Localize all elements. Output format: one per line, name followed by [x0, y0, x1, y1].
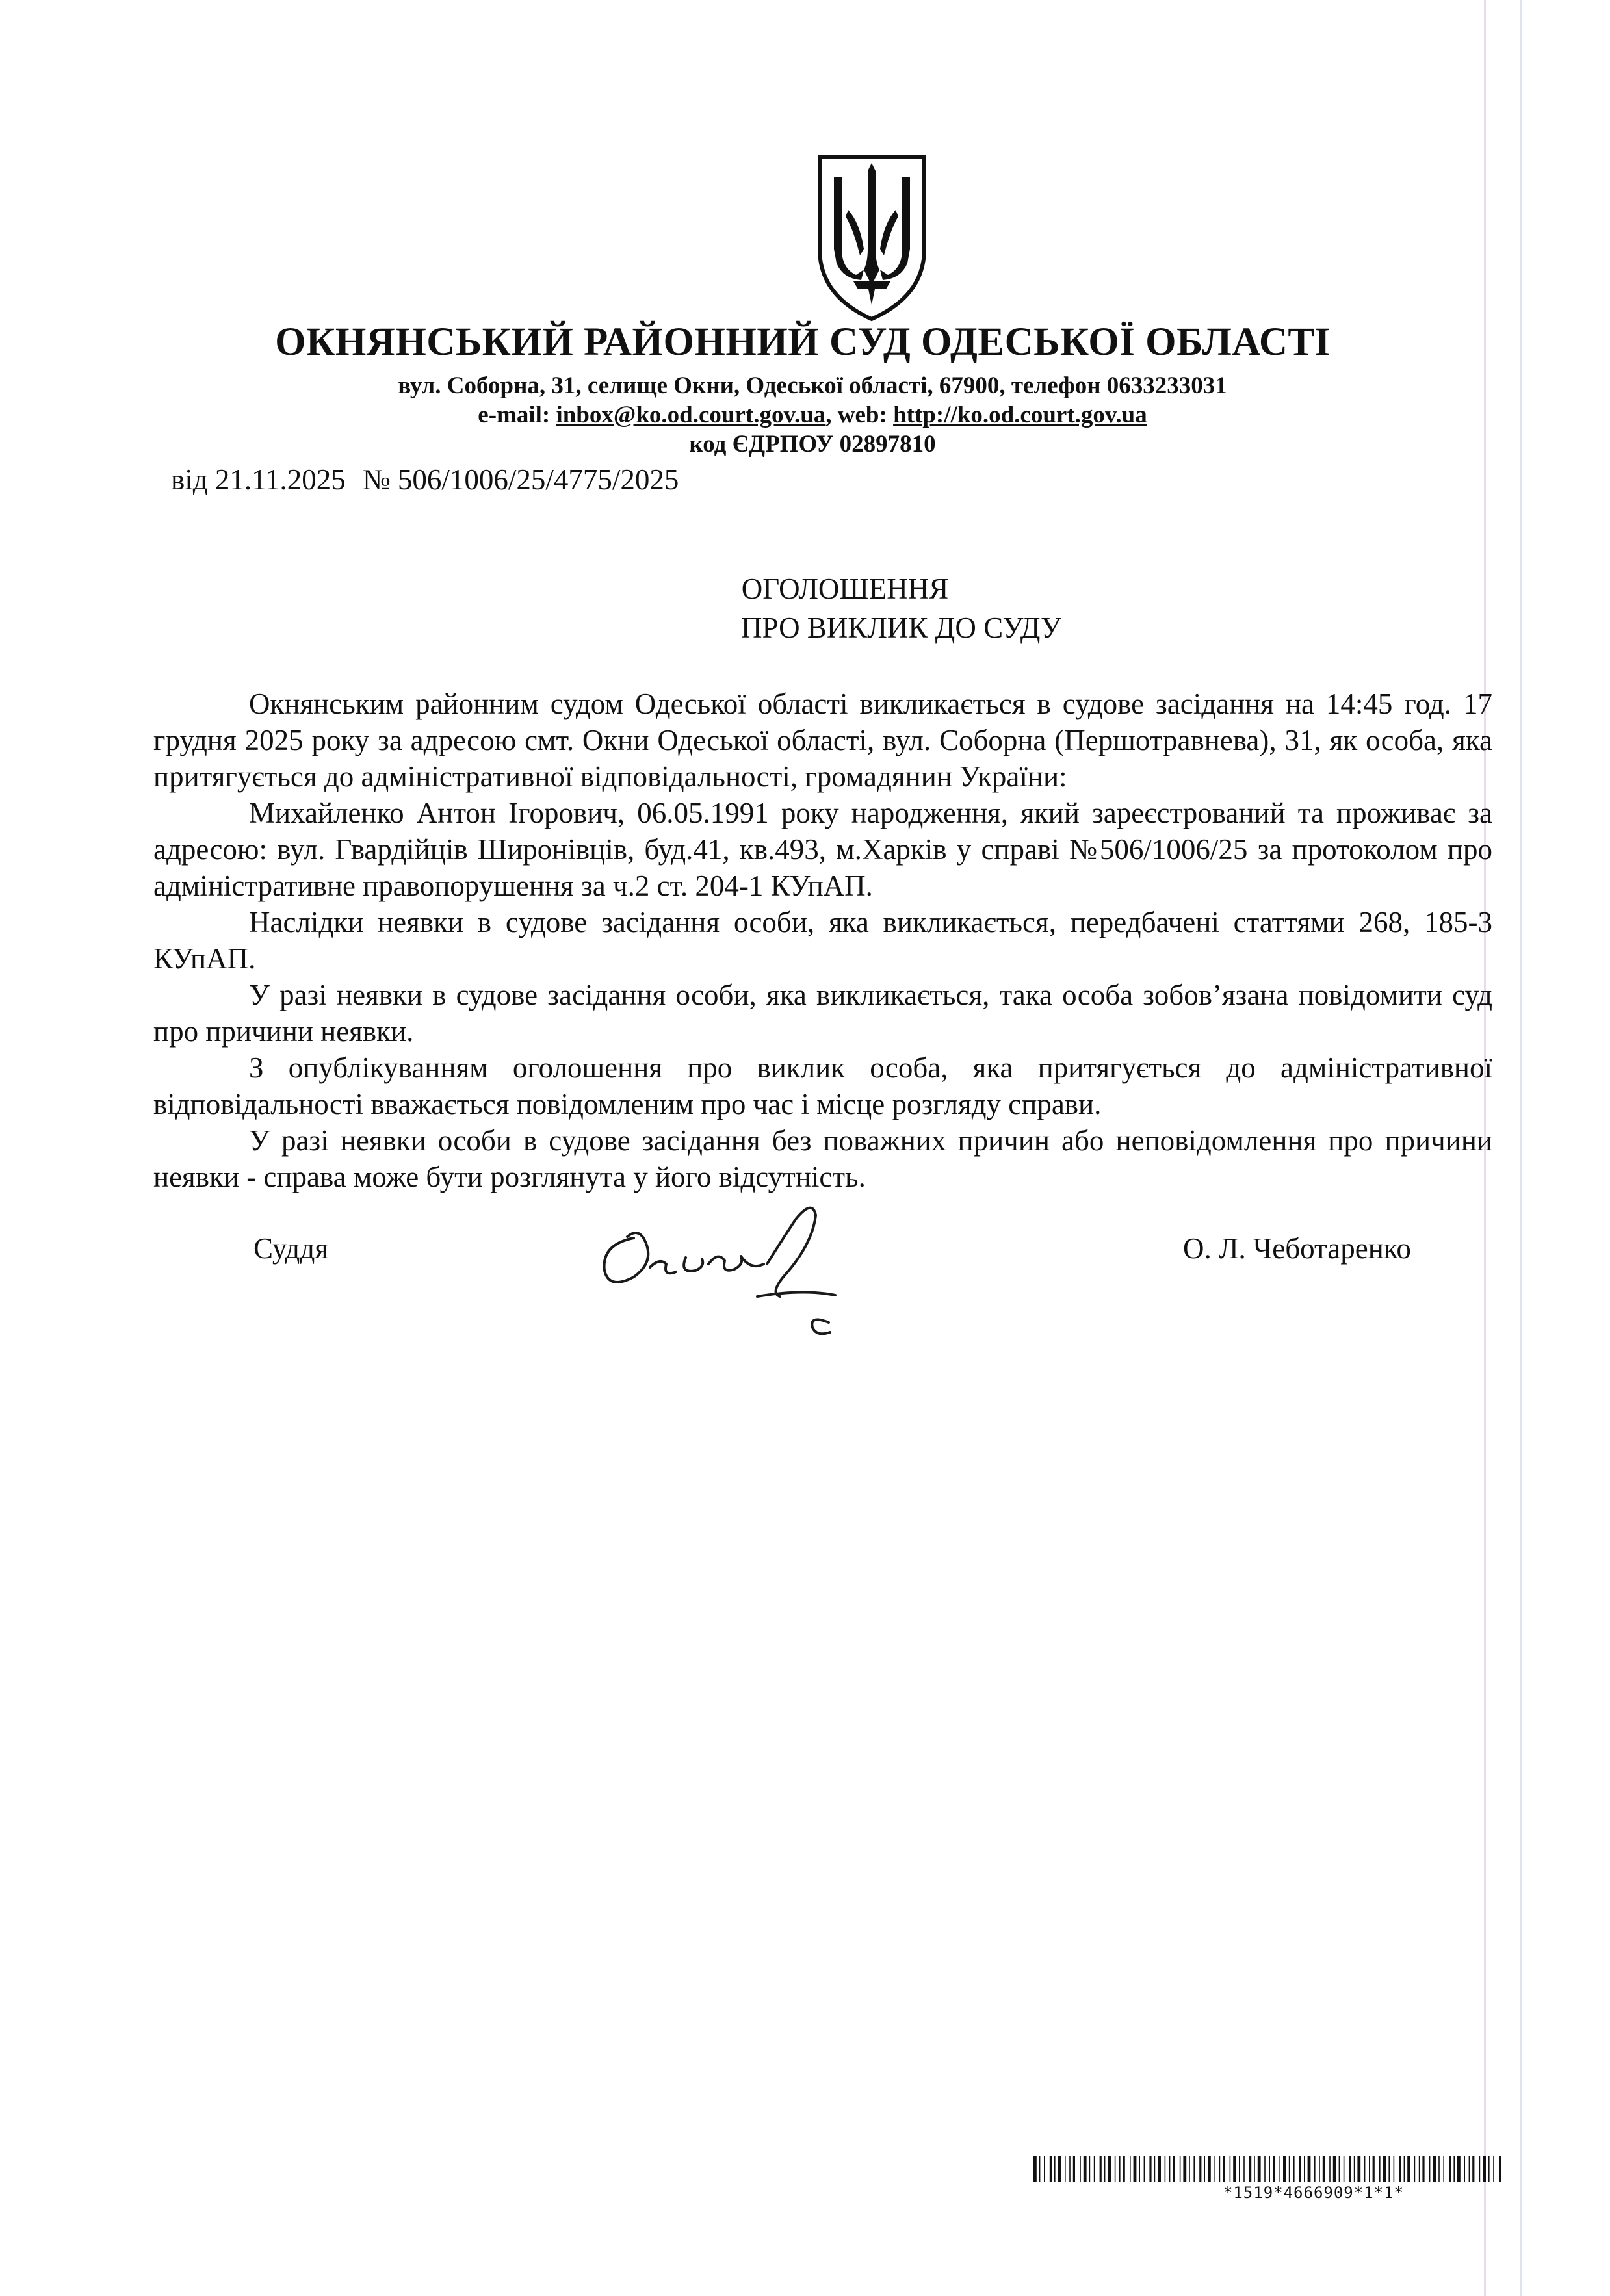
- barcode-bar: [1407, 2156, 1410, 2182]
- barcode-bar: [1094, 2156, 1095, 2182]
- barcode-bar: [1199, 2156, 1201, 2182]
- barcode-bar: [1349, 2156, 1351, 2182]
- email-label: e-mail:: [478, 402, 556, 428]
- barcode-bar: [1208, 2156, 1211, 2182]
- barcode-bar: [1165, 2156, 1166, 2182]
- barcode-bar: [1254, 2156, 1255, 2182]
- barcode-bar: [1100, 2156, 1102, 2182]
- barcode-bar: [1058, 2156, 1061, 2182]
- announcement-body: [153, 686, 1492, 1195]
- barcode-bar: [1273, 2156, 1275, 2182]
- barcode-bar: [1289, 2156, 1290, 2182]
- barcode-bar: [1044, 2156, 1045, 2182]
- ukraine-trident-emblem-icon: [814, 151, 929, 324]
- barcode-bar: [1033, 2156, 1037, 2182]
- barcode-bar: [1369, 2156, 1370, 2182]
- body-paragraph: У разі неявки в судове засідання особи, яка викликається, така особа зобов’язана повідомити суд про причини неявки.: [153, 979, 1492, 1048]
- barcode-bars: [1033, 2156, 1501, 2182]
- barcode-bar: [1404, 2156, 1405, 2182]
- barcode-bar: [1379, 2156, 1381, 2182]
- court-address: вул. Соборна, 31, селище Окни, Одеської області, 67900, телефон 0633233031: [398, 372, 1227, 399]
- barcode-bar: [1304, 2156, 1305, 2182]
- barcode-bar: [1299, 2156, 1301, 2182]
- barcode-bar: [1453, 2156, 1455, 2182]
- barcode-bar: [1180, 2156, 1181, 2182]
- body-paragraph: Окнянським районним судом Одеської області викликається в судове засідання на 14:45 год. 17 грудня 2025 року за адресою смт. Окни Одеської області, вул. Соборна (Першотравнева), 31, як особа, яка притягується до адміністративної відповідальності, громадянин України:: [153, 688, 1492, 793]
- barcode-bar: [1469, 2156, 1470, 2182]
- barcode-bar: [1499, 2156, 1501, 2182]
- reference-date: від 21.11.2025: [171, 463, 346, 496]
- barcode-bar: [1144, 2156, 1145, 2182]
- barcode-bar: [1189, 2156, 1190, 2182]
- barcode-bar: [1293, 2156, 1295, 2182]
- barcode-bar: [1269, 2156, 1270, 2182]
- barcode-bar: [1414, 2156, 1416, 2182]
- barcode-bar: [1104, 2156, 1106, 2182]
- body-paragraph: Михайленко Антон Ігорович, 06.05.1991 року народження, який зареєстрований та проживає за адресою: вул. Гвардійців Широнівців, буд.41, кв.493, м.Харків у справі №506/1006/25 за протоколом про адміністративне правопорушення за ч.2 ст. 204-1 КУпАП.: [153, 797, 1492, 902]
- barcode-bar: [1193, 2156, 1195, 2182]
- barcode-bar: [1069, 2156, 1071, 2182]
- document-title-line-2: ПРО ВИКЛИК ДО СУДУ: [741, 612, 1061, 644]
- barcode-bar: [1493, 2156, 1494, 2182]
- barcode-bar: [1108, 2156, 1111, 2182]
- barcode-bar: [1115, 2156, 1116, 2182]
- document-title-line-1: ОГОЛОШЕННЯ: [741, 573, 949, 605]
- barcode-bar: [1233, 2156, 1236, 2182]
- barcode-bar: [1333, 2156, 1336, 2182]
- barcode-bar: [1249, 2156, 1251, 2182]
- barcode-bar: [1158, 2156, 1161, 2182]
- barcode-bar: [1373, 2156, 1375, 2182]
- barcode-bar: [1204, 2156, 1205, 2182]
- barcode-bar: [1089, 2156, 1091, 2182]
- barcode-bar: [1279, 2156, 1280, 2182]
- barcode-bar: [1119, 2156, 1121, 2182]
- barcode-bar: [1283, 2156, 1286, 2182]
- barcode-bar: [1173, 2156, 1175, 2182]
- barcode-bar: [1243, 2156, 1245, 2182]
- barcode-bar: [1388, 2156, 1390, 2182]
- barcode-bar: [1154, 2156, 1156, 2182]
- web-link[interactable]: http://ko.od.court.gov.ua: [893, 402, 1147, 428]
- signer-name: О. Л. Чеботаренко: [1183, 1232, 1411, 1265]
- handwritten-signature-icon: [588, 1199, 913, 1348]
- barcode-bar: [1394, 2156, 1395, 2182]
- barcode-bar: [1483, 2156, 1486, 2182]
- barcode-bar: [1457, 2156, 1461, 2182]
- email-link[interactable]: inbox@ko.od.court.gov.ua: [556, 402, 826, 428]
- reference-number: № 506/1006/25/4775/2025: [362, 463, 679, 496]
- barcode-bar: [1357, 2156, 1360, 2182]
- barcode-bar: [1479, 2156, 1481, 2182]
- scan-edge-line: [1520, 0, 1522, 2296]
- barcode-bar: [1149, 2156, 1151, 2182]
- barcode-bar: [1239, 2156, 1240, 2182]
- barcode-number: *1519*4666909*1*1*: [1223, 2184, 1404, 2202]
- barcode-bar: [1219, 2156, 1221, 2182]
- barcode-bar: [1054, 2156, 1056, 2182]
- court-contacts: [162, 401, 1462, 429]
- web-label: , web:: [825, 402, 894, 428]
- barcode-bar: [1123, 2156, 1125, 2182]
- court-name-heading: ОКНЯНСЬКИЙ РАЙОННИЙ СУД ОДЕСЬКОЇ ОБЛАСТІ: [275, 320, 1331, 364]
- body-paragraph: Наслідки неявки в судове засідання особи, яка викликається, передбачені статтями 268, 185-3 КУпАП.: [153, 906, 1492, 975]
- body-paragraph: У разі неявки особи в судове засідання без поважних причин або неповідомлення про причини неявки - справа може бути розглянута у його відсутність.: [153, 1124, 1492, 1193]
- barcode-bar: [1214, 2156, 1215, 2182]
- barcode-bar: [1258, 2156, 1261, 2182]
- barcode-bar: [1354, 2156, 1355, 2182]
- barcode-bar: [1065, 2156, 1066, 2182]
- barcode-bar: [1223, 2156, 1225, 2182]
- barcode-bar: [1139, 2156, 1140, 2182]
- barcode-bar: [1230, 2156, 1231, 2182]
- barcode-bar: [1050, 2156, 1052, 2182]
- barcode-bar: [1329, 2156, 1331, 2182]
- barcode-bar: [1383, 2156, 1386, 2182]
- barcode-bar: [1443, 2156, 1444, 2182]
- barcode-bar: [1344, 2156, 1345, 2182]
- barcode-bar: [1422, 2156, 1424, 2182]
- barcode-bar: [1429, 2156, 1431, 2182]
- barcode-bar: [1308, 2156, 1311, 2182]
- document-reference: [171, 463, 695, 497]
- barcode: [1033, 2156, 1501, 2202]
- signer-role: Суддя: [253, 1232, 329, 1265]
- barcode-bar: [1169, 2156, 1171, 2182]
- barcode-bar: [1419, 2156, 1420, 2182]
- barcode-bar: [1319, 2156, 1320, 2182]
- barcode-bar: [1080, 2156, 1081, 2182]
- barcode-bar: [1130, 2156, 1131, 2182]
- barcode-bar: [1264, 2156, 1266, 2182]
- barcode-bar: [1039, 2156, 1041, 2182]
- barcode-bar: [1084, 2156, 1087, 2182]
- barcode-bar: [1399, 2156, 1401, 2182]
- barcode-bar: [1433, 2156, 1436, 2182]
- body-paragraph: З опублікуванням оголошення про виклик особа, яка притягується до адміністративної відповідальності вважається повідомленим про час і місце розгляду справи.: [153, 1051, 1492, 1120]
- barcode-bar: [1339, 2156, 1340, 2182]
- barcode-bar: [1314, 2156, 1316, 2182]
- edrpou-code: код ЄДРПОУ 02897810: [689, 431, 936, 458]
- barcode-bar: [1472, 2156, 1474, 2182]
- barcode-bar: [1323, 2156, 1325, 2182]
- barcode-bar: [1183, 2156, 1186, 2182]
- barcode-bar: [1073, 2156, 1075, 2182]
- barcode-bar: [1134, 2156, 1137, 2182]
- barcode-bar: [1449, 2156, 1451, 2182]
- barcode-bar: [1488, 2156, 1490, 2182]
- barcode-bar: [1364, 2156, 1366, 2182]
- barcode-bar: [1464, 2156, 1465, 2182]
- barcode-bar: [1438, 2156, 1440, 2182]
